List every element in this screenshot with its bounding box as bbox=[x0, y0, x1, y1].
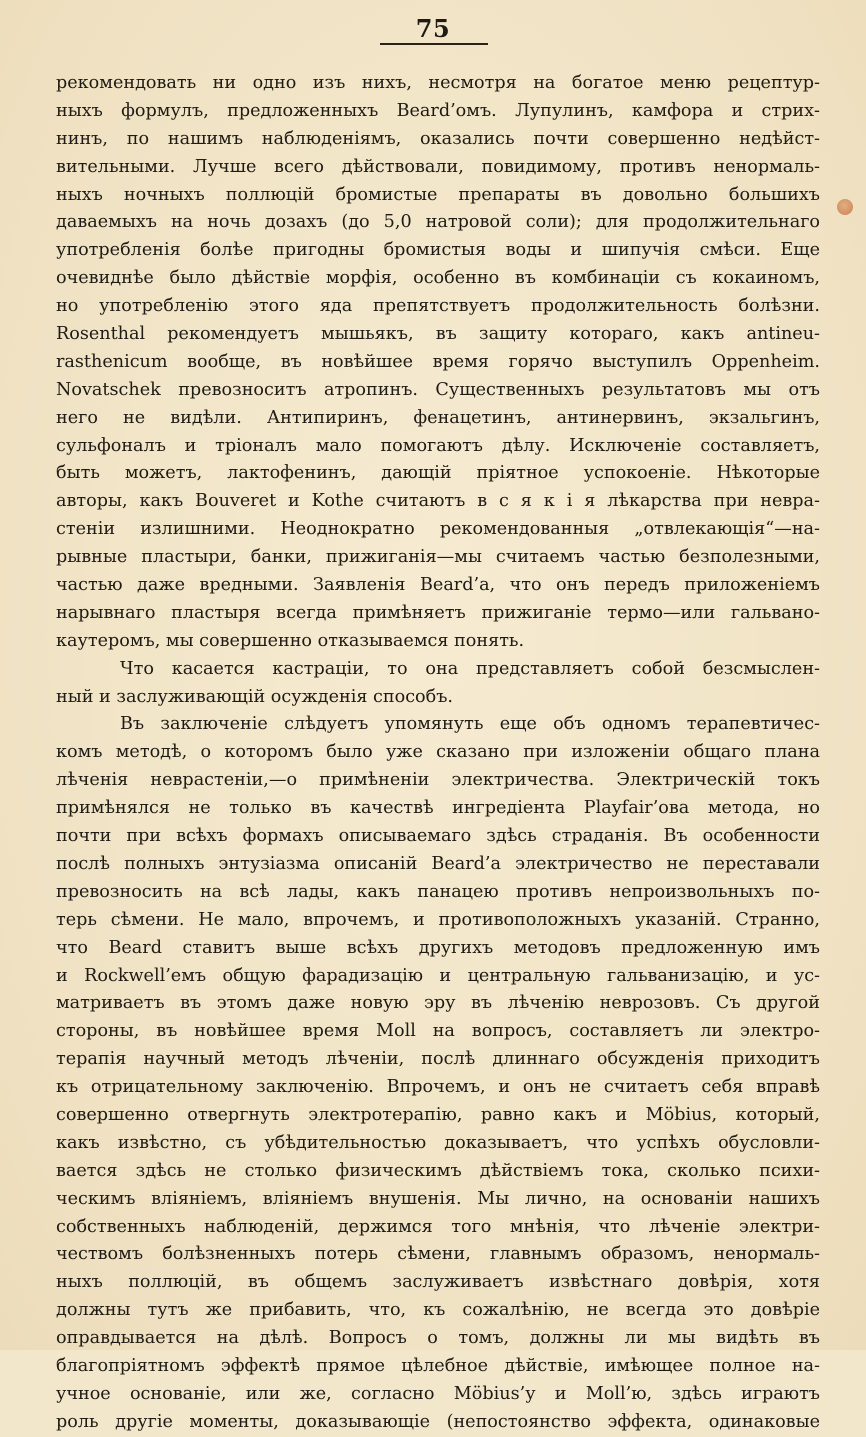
text-line: матриваетъ въ этомъ даже новую эру въ лѣченію неврозовъ. Съ другой bbox=[56, 993, 820, 1014]
text-line: лѣченія неврастеніи,—о примѣненіи электричества. Электрическій токъ bbox=[56, 770, 820, 791]
text-line: терь сѣмени. Не мало, впрочемъ, и противоположныхъ указаній. Странно, bbox=[56, 909, 820, 930]
text-line: стороны, въ новѣйшее время Moll на вопросъ, составляетъ ли электро- bbox=[56, 1021, 820, 1042]
text-line: Что касается кастраціи, то она представляетъ собой безсмыслен- bbox=[120, 658, 820, 679]
text-line: употребленія болѣе пригодны бромистыя воды и шипучія смѣси. Еще bbox=[56, 240, 820, 261]
text-line: ныхъ поллюцій, въ общемъ заслуживаетъ извѣстнаго довѣрія, хотя bbox=[56, 1272, 820, 1293]
text-line: роль другіе моменты, доказывающіе (непостоянство эффекта, одинаковые bbox=[56, 1411, 820, 1432]
text-line: быть можетъ, лактофенинъ, дающій пріятное успокоеніе. Нѣкоторые bbox=[56, 463, 820, 484]
text-line: частью даже вредными. Заявленія Beard’а, что онъ передъ приложеніемъ bbox=[56, 575, 820, 596]
text-line: него не видѣли. Антипиринъ, фенацетинъ, антинервинъ, экзальгинъ, bbox=[56, 407, 820, 428]
text-line: Въ заключеніе слѣдуетъ упомянуть еще объ одномъ терапевтичес- bbox=[120, 714, 820, 735]
text-line: вается здѣсь не столько физическимъ дѣйствіемъ тока, сколько психи- bbox=[56, 1160, 820, 1181]
text-line: нарывнаго пластыря всегда примѣняетъ прижиганіе термо—или гальвано- bbox=[56, 602, 820, 623]
text-line: каутеромъ, мы совершенно отказываемся понять. bbox=[56, 630, 525, 651]
text-line: чествомъ болѣзненныхъ потерь сѣмени, главнымъ образомъ, ненормаль- bbox=[56, 1244, 820, 1265]
page-number-rule bbox=[380, 43, 488, 45]
text-line: рывные пластыри, банки, прижиганія—мы считаемъ частью безполезными, bbox=[56, 547, 820, 568]
text-line: почти при всѣхъ формахъ описываемаго здѣсь страданія. Въ особенности bbox=[56, 826, 820, 847]
text-line: очевиднѣе было дѣйствіе морфія, особенно въ комбинаціи съ кокаиномъ, bbox=[56, 268, 820, 289]
text-line: оправдывается на дѣлѣ. Вопросъ о томъ, должны ли мы видѣть въ bbox=[56, 1328, 820, 1349]
text-line: послѣ полныхъ энтузіазма описаній Beard’а электричество не переставали bbox=[56, 853, 820, 874]
text-line: комъ методѣ, о которомъ было уже сказано при изложеніи общаго плана bbox=[56, 742, 820, 763]
text-line: ныхъ формулъ, предложенныхъ Beard’омъ. Лупулинъ, камфора и стрих- bbox=[56, 100, 820, 121]
text-line: даваемыхъ на ночь дозахъ (до 5,0 натровой соли); для продолжительнаго bbox=[56, 212, 820, 233]
text-line: Novatschek превозноситъ атропинъ. Существенныхъ результатовъ мы отъ bbox=[56, 379, 820, 400]
text-line: и Rockwell’емъ общую фарадизацію и центральную гальванизацію, и ус- bbox=[56, 965, 820, 986]
page-number: 75 bbox=[415, 14, 451, 43]
text-line: терапія научный методъ лѣченіи, послѣ длиннаго обсужденія приходитъ bbox=[56, 1049, 820, 1070]
text-line: сульфоналъ и тріоналъ мало помогаютъ дѣлу. Исключеніе составляетъ, bbox=[56, 435, 820, 456]
text-line: совершенно отвергнуть электротерапію, равно какъ и Möbius, который, bbox=[56, 1104, 820, 1125]
text-line: но употребленію этого яда препятствуетъ продолжительность болѣзни. bbox=[56, 296, 820, 317]
text-line: собственныхъ наблюденій, держимся того мнѣнія, что лѣченіе электри- bbox=[56, 1216, 820, 1237]
text-line: благопріятномъ эффектѣ прямое цѣлебное дѣйствіе, имѣющее полное на- bbox=[56, 1355, 820, 1376]
text-line: должны тутъ же прибавить, что, къ сожалѣнію, не всегда это довѣріе bbox=[56, 1300, 820, 1321]
text-line: примѣнялся не только въ качествѣ ингредіента Playfair’ова метода, но bbox=[56, 798, 820, 819]
text-line: стеніи излишними. Неоднократно рекомендованныя „отвлекающія“—на- bbox=[56, 519, 820, 540]
margin-stain bbox=[837, 199, 853, 215]
text-line: что Beard ставитъ выше всѣхъ другихъ методовъ предложенную имъ bbox=[56, 937, 820, 958]
text-line: ческимъ вліяніемъ, вліяніемъ внушенія. Мы лично, на основаніи нашихъ bbox=[56, 1188, 820, 1209]
text-line: ный и заслуживающій осужденія способъ. bbox=[56, 686, 454, 707]
text-line: ныхъ ночныхъ поллюцій бромистые препараты въ довольно большихъ bbox=[56, 184, 820, 205]
text-line: Rosenthal рекомендуетъ мышьякъ, въ защиту котораго, какъ antineu- bbox=[56, 324, 820, 345]
text-line: учное основаніе, или же, согласно Möbius’у и Moll’ю, здѣсь играютъ bbox=[56, 1383, 820, 1404]
text-line: нинъ, по нашимъ наблюденіямъ, оказались почти совершенно недѣйст- bbox=[56, 128, 820, 149]
text-line: вительными. Лучше всего дѣйствовали, повидимому, противъ ненормаль- bbox=[56, 156, 820, 177]
text-line: rasthenicum вообще, въ новѣйшее время горячо выступилъ Oppenheim. bbox=[56, 351, 820, 372]
text-line: превозносить на всѣ лады, какъ панацею противъ непроизвольныхъ по- bbox=[56, 881, 820, 902]
text-line: какъ извѣстно, съ убѣдительностью доказываетъ, что успѣхъ обусловли- bbox=[56, 1132, 820, 1153]
text-line: авторы, какъ Bouveret и Kothe считаютъ в с я к і я лѣкарства при невра- bbox=[56, 491, 820, 512]
body-text bbox=[56, 70, 820, 1437]
text-line: рекомендовать ни одно изъ нихъ, несмотря на богатое меню рецептур- bbox=[56, 73, 820, 93]
text-line: къ отрицательному заключенію. Впрочемъ, и онъ не считаетъ себя вправѣ bbox=[56, 1077, 820, 1098]
